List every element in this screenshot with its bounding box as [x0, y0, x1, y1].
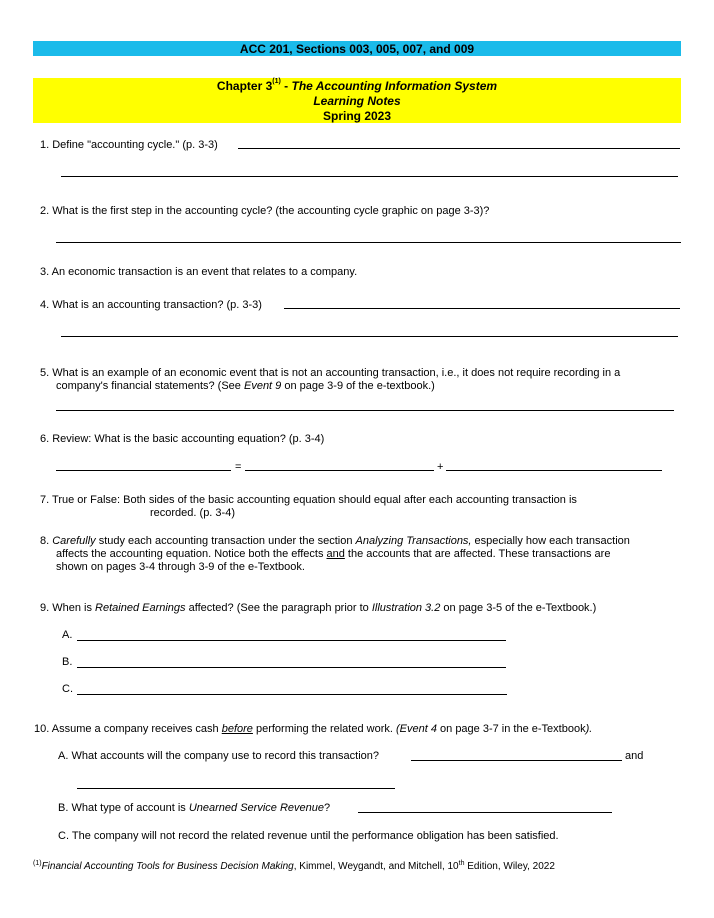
answer-line-1a[interactable] [238, 148, 680, 149]
chapter-name: The Accounting Information System [291, 79, 498, 93]
q10-text-a: 10. Assume a company receives cash [34, 723, 222, 735]
footnote-ordinal: th [458, 860, 465, 867]
chapter-prefix: Chapter 3 [216, 79, 273, 93]
q10a-and: and [625, 750, 644, 762]
answer-line-4a[interactable] [284, 308, 680, 309]
q10-before: before [221, 723, 253, 735]
equation-blank-3[interactable] [446, 470, 662, 471]
q10-close: ). [585, 723, 593, 735]
q5-text-b: on page 3-9 of the e-textbook.) [281, 380, 435, 392]
q8-number: 8. [40, 535, 53, 547]
chapter-footnote-ref: (1) [272, 78, 281, 85]
q8-text-b: especially how each transaction [471, 535, 630, 547]
question-7-line2: recorded. (p. 3-4) [150, 507, 235, 519]
q10b-text-b: ? [323, 802, 331, 814]
question-5-line1: 5. What is an example of an economic event that is not an accounting transaction, i.e., it does not require recording in a [40, 367, 621, 379]
term: Spring 2023 [322, 109, 392, 123]
q8-text-a: study each accounting transaction under the section [95, 535, 356, 547]
question-8-line2 [56, 548, 610, 560]
equation-blank-1[interactable] [56, 470, 231, 471]
answer-line-4b[interactable] [61, 336, 678, 337]
q10-text-b: performing the related work. [252, 723, 396, 735]
q9-illustration-ref: Illustration 3.2 [371, 602, 441, 614]
chapter-dash: - [280, 79, 292, 93]
answer-line-10a-2[interactable] [77, 788, 395, 789]
answer-line-9b[interactable] [77, 667, 506, 668]
chapter-title [33, 79, 681, 93]
course-title: ACC 201, Sections 003, 005, 007, and 009 [239, 42, 475, 56]
question-10a: A. What accounts will the company use to record this transaction? [58, 750, 379, 762]
question-7-line1: 7. True or False: Both sides of the basic accounting equation should equal after each accounting transaction is [40, 494, 577, 506]
question-4: 4. What is an accounting transaction? (p. 3-3) [40, 299, 262, 311]
footnote-edition: Edition, Wiley, 2022 [464, 861, 555, 872]
q8-text-c: affects the accounting equation. Notice both the effects [56, 548, 327, 560]
question-8-line1 [40, 535, 630, 547]
q10b-account-name: Unearned Service Revenue [188, 802, 324, 814]
answer-line-5[interactable] [56, 410, 674, 411]
q9-term: Retained Earnings [95, 602, 186, 614]
footnote-authors: , Kimmel, Weygandt, and Mitchell, 10 [293, 861, 459, 872]
footnote-marker: (1) [33, 860, 42, 867]
q9-text-b: affected? (See the paragraph prior to [185, 602, 372, 614]
q8-emphasis: Carefully [52, 535, 96, 547]
q10b-text-a: B. What type of account is [58, 802, 189, 814]
q9-label-b: B. [62, 656, 73, 668]
question-10b [58, 802, 330, 814]
answer-line-10b[interactable] [358, 812, 612, 813]
equation-blank-2[interactable] [245, 470, 434, 471]
answer-line-9a[interactable] [77, 640, 506, 641]
q9-text-c: on page 3-5 of the e-Textbook.) [440, 602, 597, 614]
question-6: 6. Review: What is the basic accounting equation? (p. 3-4) [40, 433, 325, 445]
footnote [33, 861, 555, 872]
statement-3: 3. An economic transaction is an event that relates to a company. [40, 266, 358, 278]
q9-label-a: A. [62, 629, 73, 641]
q8-section-name: Analyzing Transactions, [355, 535, 472, 547]
q10-text-c: on page 3-7 in the e-Textbook [436, 723, 586, 735]
answer-line-10a-1[interactable] [411, 760, 622, 761]
q9-label-c: C. [62, 683, 73, 695]
q9-text-a: 9. When is [40, 602, 96, 614]
q10-event-ref: (Event 4 [396, 723, 437, 735]
equals-sign: = [235, 461, 242, 473]
q5-text-a: company's financial statements? (See [56, 380, 244, 392]
plus-sign: + [437, 461, 444, 473]
q8-text-d: the accounts that are affected. These transactions are [344, 548, 611, 560]
question-9 [40, 602, 596, 614]
subtitle: Learning Notes [313, 94, 401, 108]
footnote-book-title: Financial Accounting Tools for Business Decision Making [41, 861, 294, 872]
question-2: 2. What is the first step in the accounting cycle? (the accounting cycle graphic on page 3-3)? [40, 205, 490, 217]
answer-line-2[interactable] [56, 242, 681, 243]
question-1: 1. Define "accounting cycle." (p. 3-3) [40, 139, 218, 151]
question-10c: C. The company will not record the related revenue until the performance obligation has been satisfied. [58, 830, 559, 842]
answer-line-9c[interactable] [77, 694, 507, 695]
question-5-line2 [56, 380, 435, 392]
q8-underlined: and [326, 548, 345, 560]
q5-event-ref: Event 9 [243, 380, 282, 392]
answer-line-1b[interactable] [61, 176, 678, 177]
question-10 [34, 723, 592, 735]
question-8-line3: shown on pages 3-4 through 3-9 of the e-Textbook. [56, 561, 305, 573]
